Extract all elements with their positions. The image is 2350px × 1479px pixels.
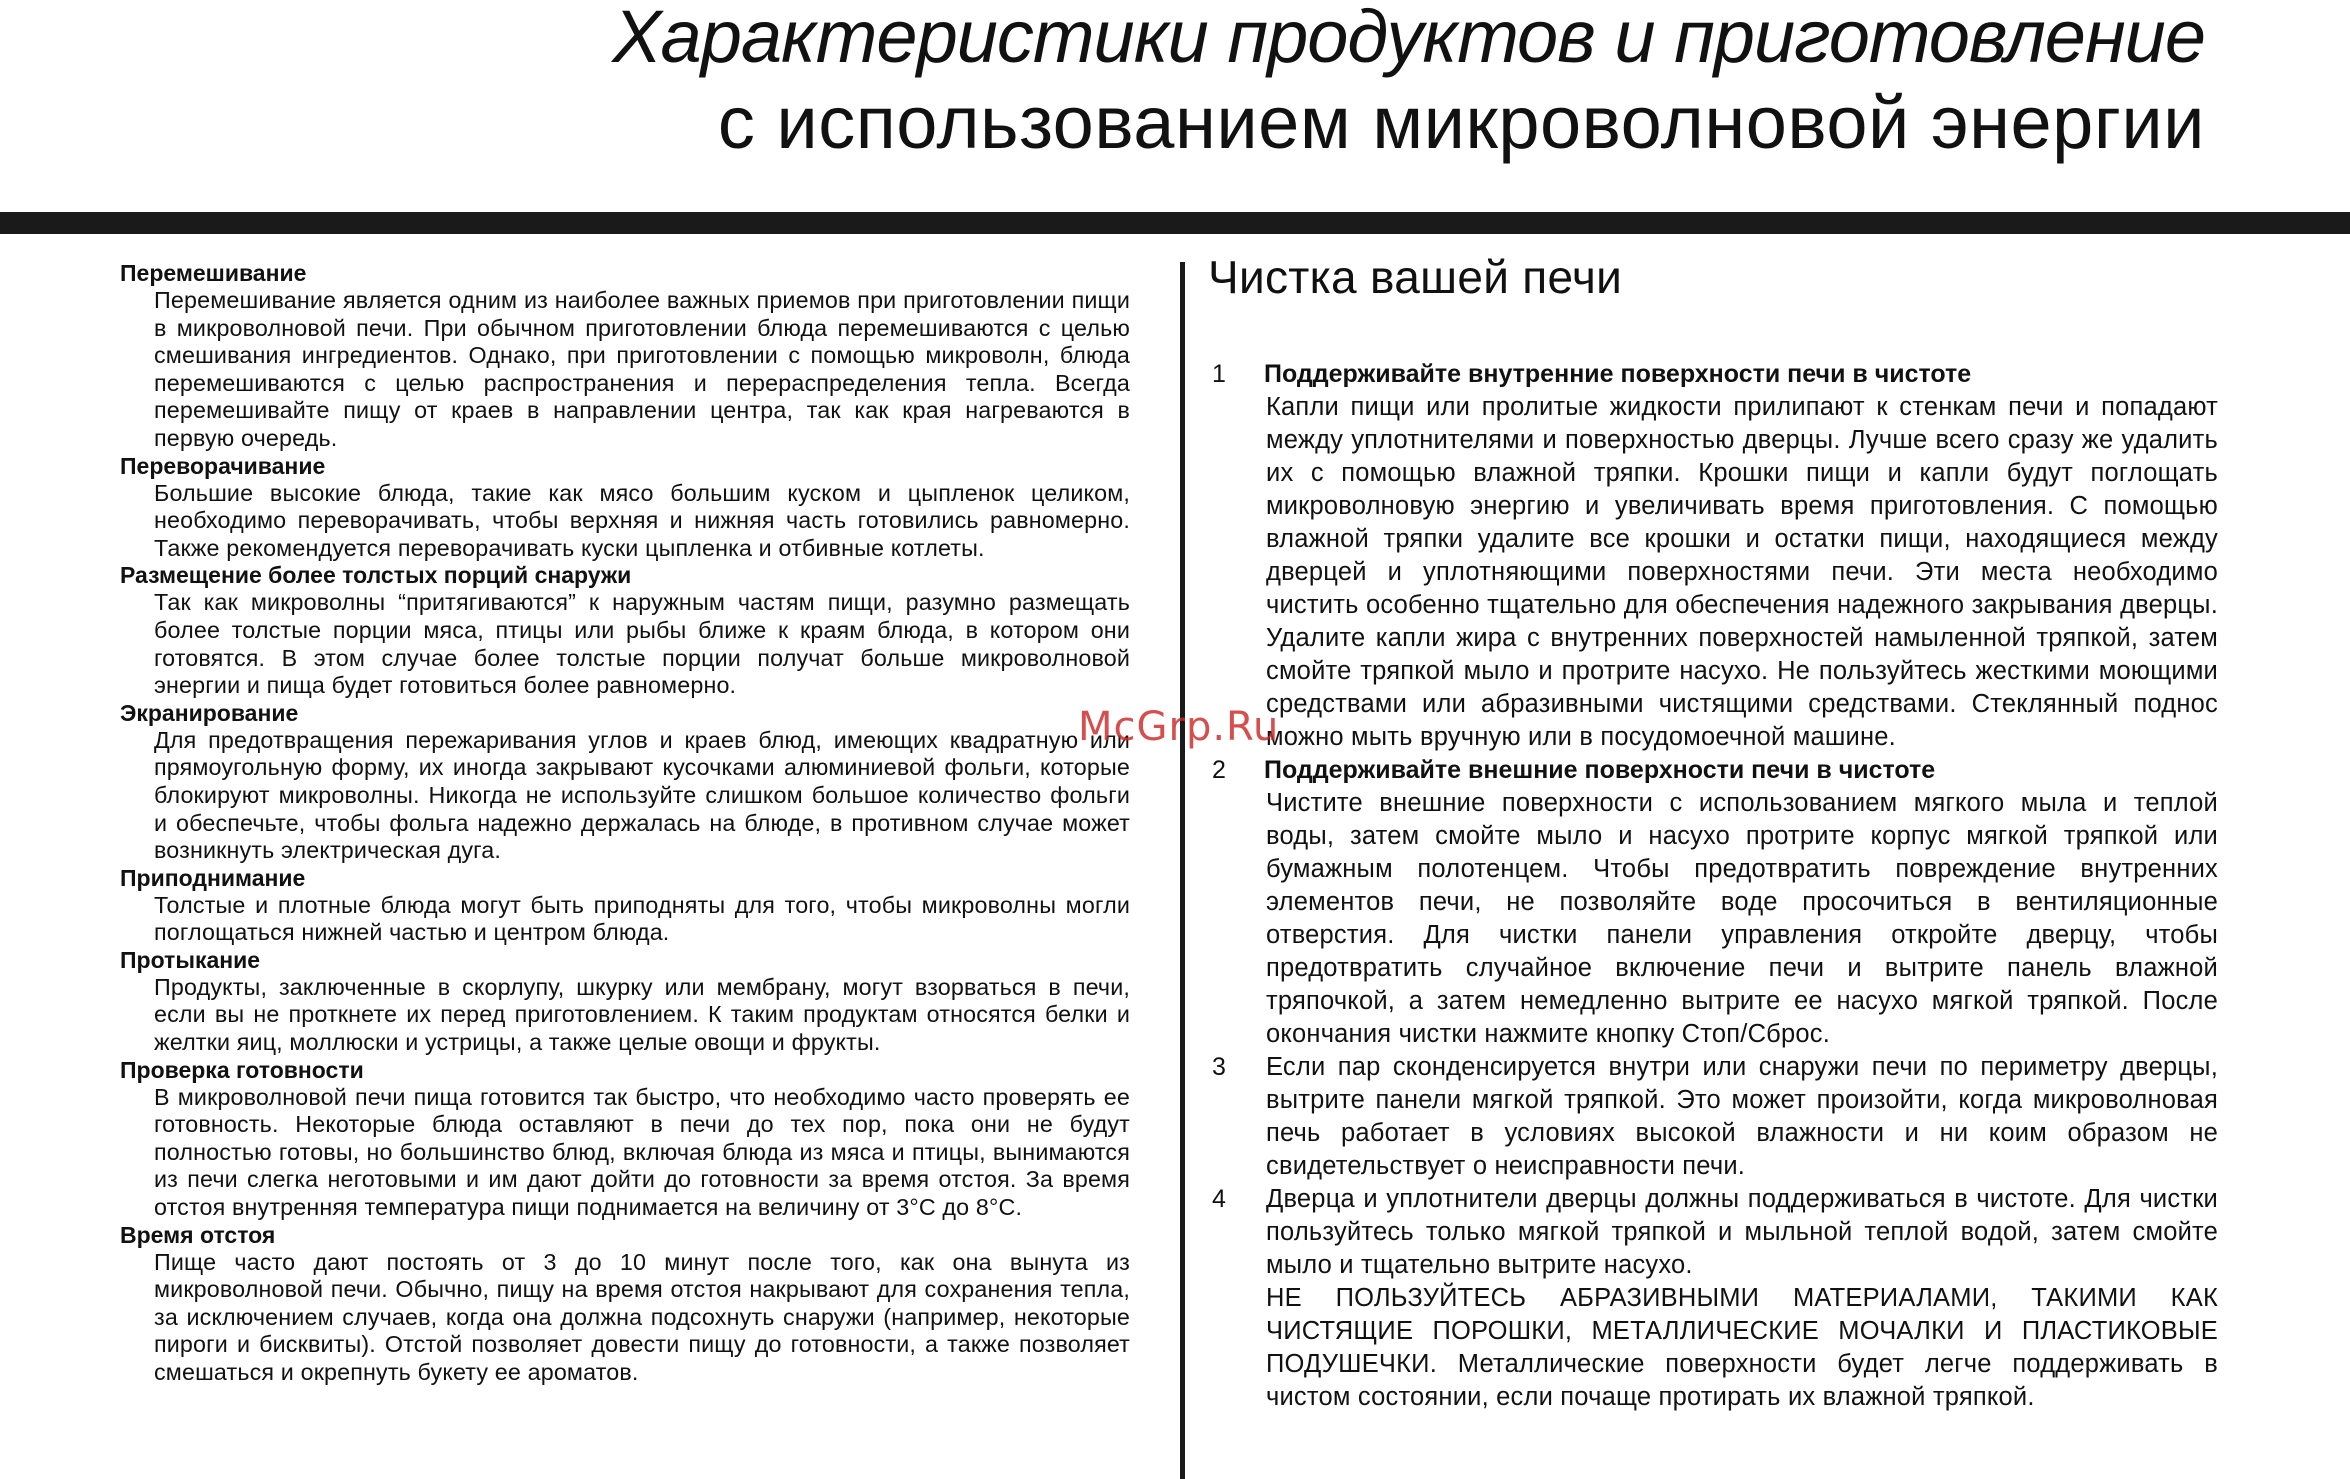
watermark-text: McGrp.Ru bbox=[1078, 704, 1280, 750]
item-number: 3 bbox=[1212, 1053, 1226, 1081]
page-title-line2: с использованием микроволновой энергии bbox=[717, 81, 2205, 164]
section-text: Продукты, заключенные в скорлупу, шкурку или мембрану, могут взорваться в печи, если вы не проткнете их перед приготовлением. К таким продуктам относятся белки и желтки яиц, моллюски и устрицы, а также целые овощи и фрукты. bbox=[154, 973, 1130, 1056]
section-text: Так как микроволны “притягиваются” к наружным частям пищи, разумно размещать более толстые порции мяса, птицы или рыбы ближе к краям блюда, в котором они готовятся. В этом случае более толстые порции получат больше микроволновой энергии и пища будет готовиться более равномерно. bbox=[154, 589, 1130, 699]
cleaning-section-title: Чистка вашей печи bbox=[1208, 251, 1623, 303]
section-heading: Размещение более толстых порций снаружи bbox=[120, 562, 632, 589]
item-text: Если пар сконденсируется внутри или снаружи печи по периметру дверцы, вытрите панели мягкой тряпкой. Это может произойти, когда микроволновая печь работает в условиях высокой влажности и ни коим образом не свидетельствует о неисправности печи. bbox=[1266, 1053, 2218, 1180]
right-column bbox=[1208, 251, 2218, 1414]
section-heading: Экранирование bbox=[120, 699, 299, 726]
section-heading: Приподнимание bbox=[120, 864, 306, 891]
item-heading: Поддерживайте внутренние поверхности печи в чистоте bbox=[1264, 360, 1972, 388]
section-thick-portions bbox=[120, 562, 1130, 699]
section-elevating bbox=[120, 865, 1130, 947]
column-divider bbox=[1180, 262, 1185, 1479]
section-shielding bbox=[120, 700, 1130, 865]
item-text: Капли пищи или пролитые жидкости прилипают к стенкам печи и попадают между уплотнителями и поверхностью дверцы. Лучше всего сразу же удалить их с помощью влажной тряпки. Крошки пищи и капли будут поглощать микроволновую энергию и увеличивать время приготовления. С помощью влажной тряпки удалите все крошки и остатки пищи, находящиеся между дверцей и уплотняющими поверхностями печи. Эти места необходимо чистить особенно тщательно для обеспечения надежного закрывания дверцы. Удалите капли жира с внутренних поверхностей намыленной тряпкой, затем смойте тряпкой мыло и протрите насухо. Не пользуйтесь жесткими моющими средствами или абразивными чистящими средствами. Стеклянный поднос можно мыть вручную или в посудомоечной машине. bbox=[1266, 393, 2218, 751]
section-text: Толстые и плотные блюда могут быть приподняты для того, чтобы микроволны могли поглощаться нижней частью и центром блюда. bbox=[154, 891, 1130, 946]
cleaning-item-3 bbox=[1208, 1051, 2218, 1183]
page-title-line1: Характеристики продуктов и приготовление bbox=[612, 0, 2205, 78]
section-text: Перемешивание является одним из наиболее важных приемов при приготовлении пищи в микроволновой печи. При обычном приготовлении блюда перемешиваются с целью смешивания ингредиентов. Однако, при приготовлении с помощью микроволн, блюда перемешиваются с целью распространения и перераспределения тепла. Всегда перемешивайте пищу от краев в направлении центра, так как края нагреваются в первую очередь. bbox=[154, 287, 1130, 451]
section-heading: Перемешивание bbox=[120, 260, 307, 286]
section-standing-time bbox=[120, 1222, 1130, 1387]
left-column bbox=[120, 260, 1130, 1387]
section-text: В микроволновой печи пища готовится так быстро, что необходимо часто проверять ее готовность. Некоторые блюда оставляют в печи до тех пор, пока они не будут полностью готовы, но большинство блюд, включая блюда из мяса и птицы, вынимаются из печи слегка неготовыми и им дают дойти до готовности за время отстоя. За время отстоя внутренняя температура пищи поднимается на величину от 3°С до 8°С. bbox=[154, 1083, 1130, 1221]
cleaning-item-1 bbox=[1208, 358, 2218, 754]
section-text: Для предотвращения пережаривания углов и краев блюд, имеющих квадратную или прямоугольную форму, их иногда закрывают кусочками алюминиевой фольги, которые блокируют микроволны. Никогда не используйте слишком большое количество фольги и обеспечьте, чтобы фольга надежно держалась на блюде, в противном случае может возникнуть электрическая дуга. bbox=[154, 726, 1130, 864]
section-heading: Переворачивание bbox=[120, 452, 326, 479]
item-text: Чистите внешние поверхности с использованием мягкого мыла и теплой воды, затем смойте мыло и насухо протрите корпус мягкой тряпкой или бумажным полотенцем. Чтобы предотвратить повреждение внутренних элементов печи, не позволяйте воде просочиться в вентиляционные отверстия. Для чистки панели управления откройте дверцу, чтобы предотвратить случайное включение печи и вытрите панель влажной тряпочкой, а затем немедленно вытрите ее насухо мягкой тряпкой. После окончания чистки нажмите кнопку Стоп/Сброс. bbox=[1266, 789, 2218, 1048]
item-number: 1 bbox=[1212, 360, 1226, 388]
section-piercing bbox=[120, 947, 1130, 1057]
section-text: Пище часто дают постоять от 3 до 10 минут после того, как она вынута из микроволновой печи. Обычно, пищу на время отстоя накрывают для сохранения тепла, за исключением случаев, когда она должна подсохнуть снаружи (например, некоторые пироги и бисквиты). Отстой позволяет довести пищу до готовности, а также позволяет смешаться и окрепнуть букету ее ароматов. bbox=[154, 1248, 1130, 1385]
section-doneness-check bbox=[120, 1057, 1130, 1222]
item-text: Дверца и уплотнители дверцы должны поддерживаться в чистоте. Для чистки пользуйтесь только мягкой тряпкой и мыльной теплой водой, затем смойте мыло и тщательно вытрите насухо. bbox=[1266, 1185, 2218, 1279]
item-number: 2 bbox=[1212, 756, 1226, 784]
section-heading: Протыкание bbox=[120, 946, 261, 973]
item-warning-text: НЕ ПОЛЬЗУЙТЕСЬ АБРАЗИВНЫМИ МАТЕРИАЛАМИ, ТАКИМИ КАК ЧИСТЯЩИЕ ПОРОШКИ, МЕТАЛЛИЧЕСКИЕ МОЧАЛКИ И ПЛАСТИКОВЫЕ ПОДУШЕЧКИ. Металлические поверхности будет легче поддерживать в чистом состоянии, если почаще протирать их влажной тряпкой. bbox=[1266, 1284, 2218, 1411]
item-heading: Поддерживайте внешние поверхности печи в чистоте bbox=[1264, 756, 1936, 784]
section-heading: Проверка готовности bbox=[120, 1056, 364, 1083]
section-text: Большие высокие блюда, такие как мясо большим куском и цыпленок целиком, необходимо переворачивать, чтобы верхняя и нижняя часть готовились равномерно. Также рекомендуется переворачивать куски цыпленка и отбивные котлеты. bbox=[154, 479, 1130, 561]
section-turning bbox=[120, 453, 1130, 563]
section-stirring bbox=[120, 260, 1130, 453]
header-divider-bar bbox=[0, 212, 2350, 234]
cleaning-item-2 bbox=[1208, 754, 2218, 1051]
item-number: 4 bbox=[1212, 1185, 1226, 1213]
section-heading: Время отстоя bbox=[120, 1221, 276, 1248]
cleaning-item-4 bbox=[1208, 1183, 2218, 1414]
